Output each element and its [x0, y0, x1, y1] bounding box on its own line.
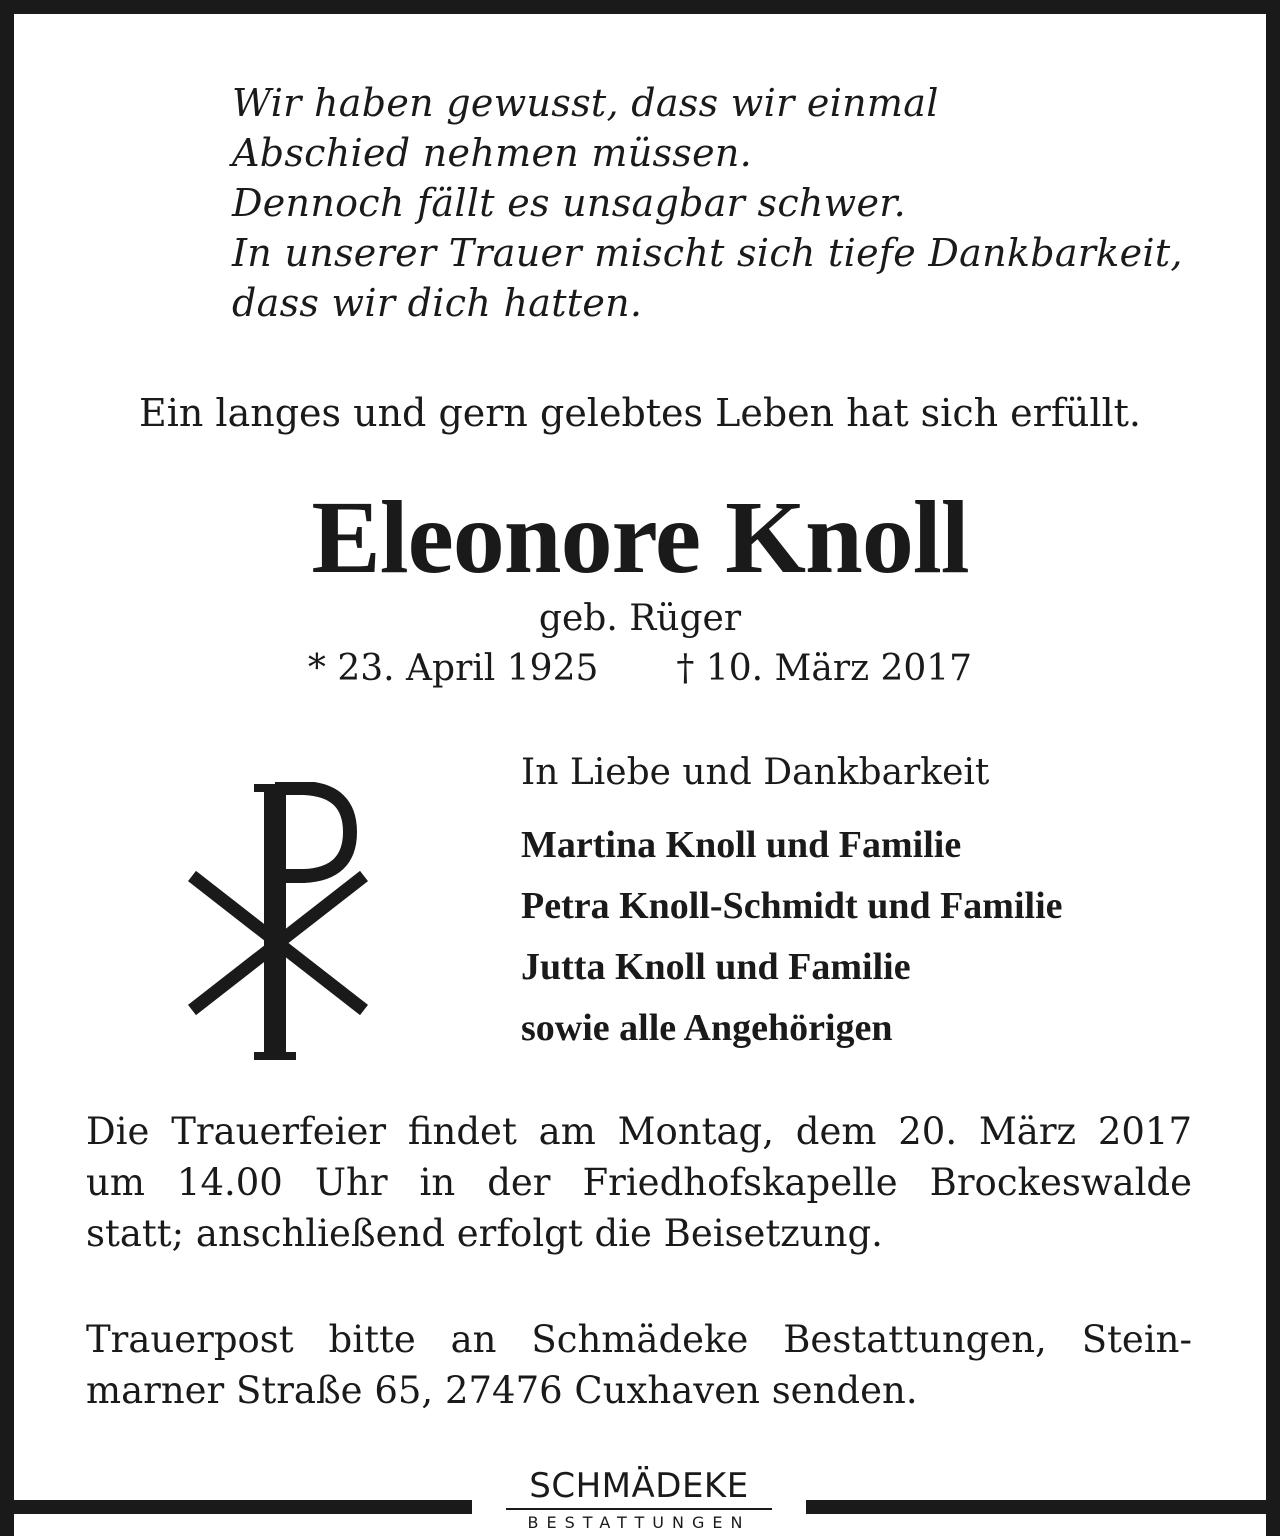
ceremony-line: um 14.00 Uhr in der Friedhofskapelle Brockeswalde	[86, 1161, 1192, 1204]
poem-line: In unserer Trauer mischt sich tiefe Dankbarkeit,	[232, 231, 1183, 275]
mourners-list	[521, 815, 1063, 1059]
poem	[232, 78, 1183, 328]
address-line: Trauerpost bitte an Schmädeke Bestattungen, Stein-	[86, 1318, 1192, 1361]
poem-line: dass wir dich hatten.	[232, 281, 643, 325]
logo-wordmark: SCHMÄDEKE	[529, 1466, 749, 1506]
chi-rho-icon	[184, 782, 372, 1064]
funeral-home-logo	[480, 1466, 798, 1532]
ceremony-line: statt; anschließend erfolgt die Beisetzung.	[86, 1212, 883, 1255]
frame-bottom-right	[806, 1500, 1280, 1514]
frame-bottom-left	[0, 1500, 472, 1514]
death-date: † 10. März 2017	[676, 648, 973, 689]
logo-subline: BESTATTUNGEN	[527, 1513, 751, 1532]
logo-rule	[506, 1508, 772, 1510]
birth-date: * 23. April 1925	[307, 648, 599, 689]
poem-line: Wir haben gewusst, dass wir einmal	[232, 81, 939, 125]
subtitle: Ein langes und gern gelebtes Leben hat sich erfüllt.	[138, 391, 1142, 435]
mourner-line: Petra Knoll-Schmidt und Familie	[521, 885, 1063, 927]
ceremony-info	[86, 1106, 1192, 1259]
mourner-line: Jutta Knoll und Familie	[521, 946, 911, 988]
deceased-name: Eleonore Knoll	[311, 480, 969, 595]
ceremony-line: Die Trauerfeier findet am Montag, dem 20. März 2017	[86, 1110, 1192, 1153]
condolence-address	[86, 1314, 1192, 1416]
life-dates	[0, 646, 1280, 692]
poem-line: Abschied nehmen müssen.	[232, 131, 753, 175]
poem-line: Dennoch fällt es unsagbar schwer.	[232, 181, 906, 225]
birth-name: geb. Rüger	[538, 598, 742, 639]
mourners-intro: In Liebe und Dankbarkeit	[521, 752, 990, 793]
mourner-line: Martina Knoll und Familie	[521, 824, 962, 866]
address-line: marner Straße 65, 27476 Cuxhaven senden.	[86, 1369, 918, 1412]
mourner-line: sowie alle Angehörigen	[521, 1007, 893, 1049]
